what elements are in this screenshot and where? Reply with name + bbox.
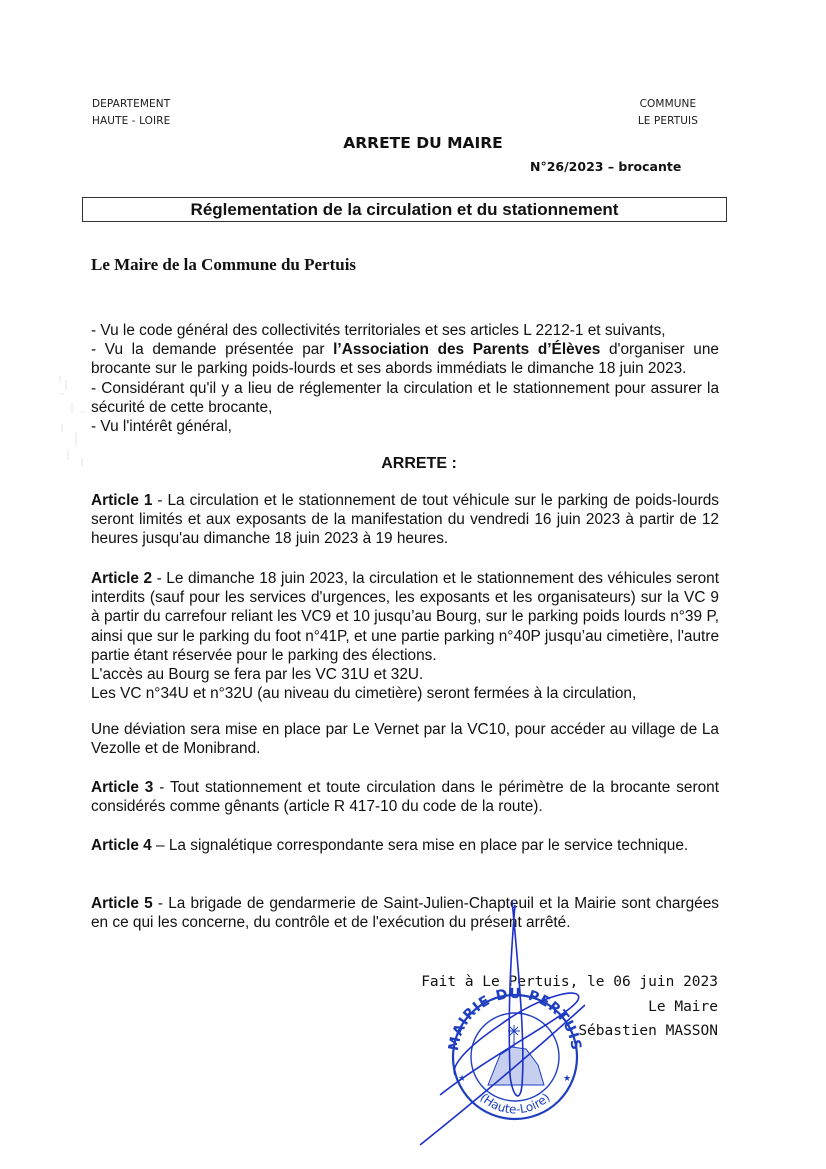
article-5-label: Article 5	[91, 895, 153, 912]
article-2-label: Article 2	[91, 570, 153, 587]
visa-request	[91, 340, 719, 378]
visa-code: - Vu le code général des collectivités territoriales et ses articles L 2212-1 et suivants,	[91, 322, 666, 339]
visas-section	[91, 321, 719, 436]
subject-box	[82, 197, 727, 222]
deviation-paragraph	[91, 720, 719, 758]
article-1	[91, 491, 719, 549]
visa-general-interest: - Vu l'intérêt général,	[91, 418, 232, 436]
document-title: ARRETE DU MAIRE	[343, 134, 503, 152]
department-label: DEPARTEMENT	[92, 98, 171, 110]
deviation-text: Une déviation sera mise en place par Le Vernet par la VC10, pour accéder au village de La Vezolle et de Monibrand.	[91, 721, 719, 758]
signatory-name: Sébastien MASSON	[578, 1023, 718, 1039]
article-4-label: Article 4	[91, 837, 152, 854]
decree-number: N°26/2023 – brocante	[530, 159, 682, 174]
subject-text: Réglementation de la circulation et du stationnement	[190, 200, 619, 219]
place-date: Fait à Le Pertuis, le 06 juin 2023	[421, 974, 718, 990]
svg-text:★: ★	[563, 1073, 572, 1083]
svg-text:★: ★	[458, 1073, 467, 1083]
department-header	[92, 96, 170, 130]
commune-header	[638, 96, 698, 130]
signatory-role: Le Maire	[648, 998, 718, 1015]
visa-request-end: d'organiser une brocante sur le parking poids-lourds et ses abords immédiats le dimanche 18 juin 2023.	[91, 341, 719, 378]
article-2-access: L'accès au Bourg se fera par les VC 31U et 32U.	[91, 666, 424, 684]
article-2-closure: Les VC n°34U et n°32U (au niveau du cimetière) seront fermées à la circulation,	[91, 685, 637, 703]
article-5	[91, 894, 719, 932]
commune-name: LE PERTUIS	[637, 115, 698, 127]
article-2	[91, 569, 719, 703]
article-3-text: - Tout stationnement et toute circulation dans le périmètre de la brocante seront considérés comme gênants (article R 417-10 du code de la route).	[91, 779, 719, 816]
article-3-label: Article 3	[91, 779, 154, 796]
association-name: l’Association des Parents d’Élèves	[333, 341, 601, 359]
stamp-top-text: MAIRIE DU PERTUIS	[445, 985, 585, 1053]
article-4	[91, 836, 719, 855]
official-stamp	[430, 985, 600, 1115]
intro-line: Le Maire de la Commune du Pertuis	[91, 255, 357, 274]
article-1-text: - La circulation et le stationnement de tout véhicule sur le parking de poids-lourds seront limités et aux exposants de la manifestation du vendredi 16 juin 2023 à partir de 12 heures jusqu'au dimanche 18 juin 2023 à 19 heures.	[91, 492, 719, 548]
article-3	[91, 778, 719, 816]
department-name: HAUTE - LOIRE	[92, 115, 171, 127]
stamp-bottom-text: (Haute-Loire)	[477, 1090, 553, 1117]
article-4-text: – La signalétique correspondante sera mise en place par le service technique.	[151, 837, 689, 854]
visa-request-start: - Vu la demande présentée par	[91, 341, 334, 359]
article-1-label: Article 1	[91, 492, 153, 509]
article-2-text: - Le dimanche 18 juin 2023, la circulation et le stationnement des véhicules seront interdits (sauf pour les services d'urgences, les exposants et les organisateurs) sur la VC 9 à partir du carrefour reliant les VC9 et 10 jusqu’au Bourg, sur le parking poids lourds n°39 P, ainsi que sur le parking du foot n°41P, et une partie parking n°40P jusqu’au cimetière, l'autre partie étant réservée pour le parking des élections.	[91, 570, 719, 664]
visa-considering: - Considérant qu'il y a lieu de réglementer la circulation et le stationnement pour assurer la sécurité de cette brocante,	[91, 379, 719, 416]
arrete-heading: ARRETE :	[381, 455, 457, 472]
article-5-text: - La brigade de gendarmerie de Saint-Julien-Chapteuil et la Mairie sont chargées en ce qui les concerne, du contrôle et de l'exécution du présent arrêté.	[91, 895, 719, 932]
commune-label: COMMUNE	[639, 98, 697, 110]
